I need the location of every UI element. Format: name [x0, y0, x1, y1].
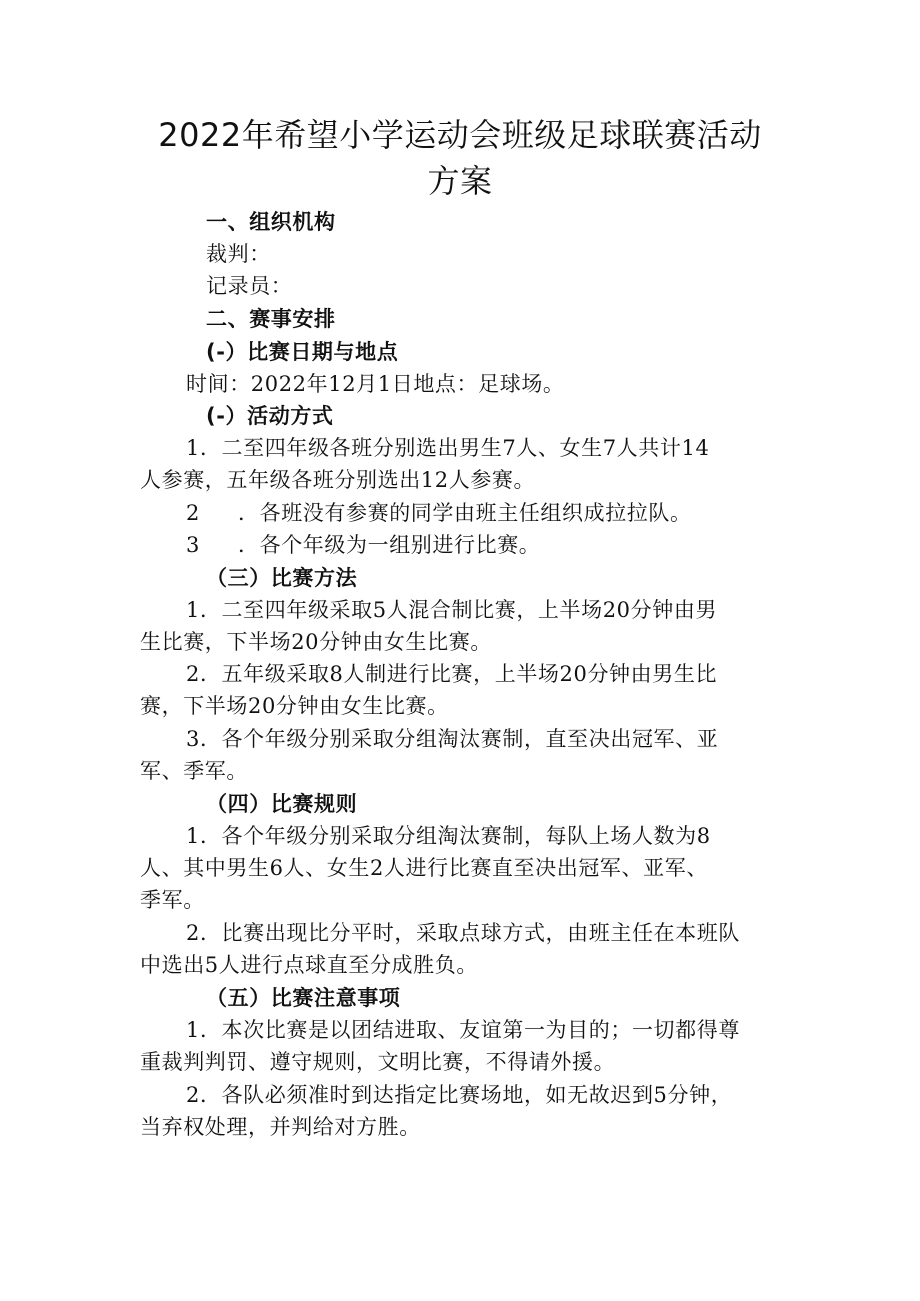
sub4-heading: （四）比赛规则 [206, 792, 358, 816]
section1-heading: 一、组织机构 [206, 210, 336, 234]
sub5-item2-line2: 当弃权处理，并判给对方胜。 [140, 1115, 421, 1139]
sub3-item3-line1: 3．各个年级分别采取分组淘汰赛制，直至决出冠军、亚 [186, 727, 719, 751]
sub5-item1-line1: 1．本次比赛是以团结进取、友谊第一为目的；一切都得尊 [186, 1018, 740, 1042]
sub3-item2-line1: 2．五年级采取8人制进行比赛，上半场20分钟由男生比 [186, 662, 718, 686]
sub5-heading: （五）比赛注意事项 [206, 986, 401, 1010]
referee-label: 裁判： [206, 242, 271, 266]
sub2-item1-line1: 1．二至四年级各班分别选出男生7人、女生7人共计14 [186, 436, 710, 460]
sub3-item1-line2: 生比赛，下半场20分钟由女生比赛。 [140, 630, 492, 654]
sub4-item1-line3: 季军。 [140, 888, 205, 912]
sub4-item2-line1: 2．比赛出现比分平时，采取点球方式，由班主任在本班队 [186, 921, 740, 945]
sub2-item2-number: 2 [186, 501, 200, 525]
section2-heading: 二、赛事安排 [206, 307, 336, 331]
sub4-item1-line2: 人、其中男生6人、女生2人进行比赛直至决出冠军、亚军、 [140, 856, 708, 880]
sub4-item2-line2: 中选出5人进行点球直至分成胜负。 [140, 953, 478, 977]
sub3-item1-line1: 1．二至四年级采取5人混合制比赛，上半场20分钟由男 [186, 598, 718, 622]
sub3-heading: （三）比赛方法 [206, 566, 358, 590]
sub2-item1-line2: 人参赛，五年级各班分别选出12人参赛。 [140, 468, 536, 492]
sub1-heading: (-）比赛日期与地点 [206, 340, 399, 364]
sub5-item2-line1: 2．各队必须准时到达指定比赛场地，如无故迟到5分钟， [186, 1083, 733, 1107]
recorder-label: 记录员： [206, 274, 293, 298]
sub3-item2-line2: 赛，下半场20分钟由女生比赛。 [140, 694, 449, 718]
sub3-item3-line2: 军、季军。 [140, 759, 248, 783]
sub2-item3-text: ．各个年级为一组别进行比赛。 [238, 533, 541, 557]
sub2-item2-text: ．各班没有参赛的同学由班主任组织成拉拉队。 [238, 501, 692, 525]
document-title-line1: 2022年希望小学运动会班级足球联赛活动 [158, 116, 762, 154]
sub5-item1-line2: 重裁判判罚、遵守规则，文明比赛，不得请外援。 [140, 1050, 616, 1074]
sub2-heading: (-）活动方式 [206, 404, 334, 428]
date-location-text: 时间：2022年12月1日地点：足球场。 [186, 372, 565, 396]
sub4-item1-line1: 1．各个年级分别采取分组淘汰赛制，每队上场人数为8 [186, 824, 711, 848]
sub2-item3-number: 3 [186, 533, 200, 557]
document-title-line2: 方案 [427, 162, 493, 200]
